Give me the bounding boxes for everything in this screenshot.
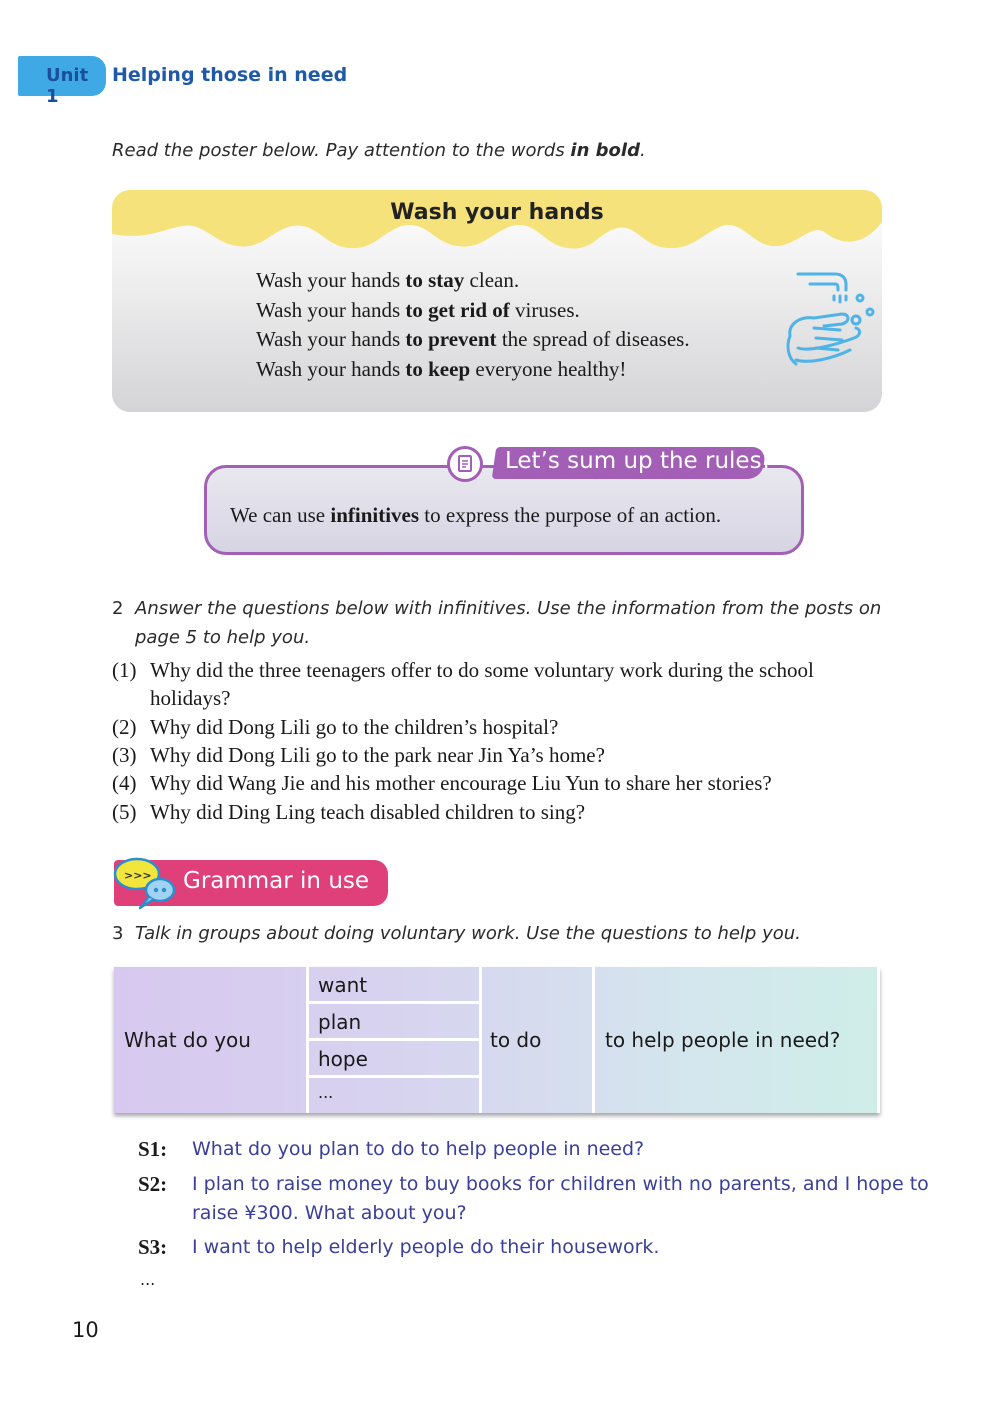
speaker-label: S3: — [138, 1235, 168, 1259]
question-text: Why did Wang Jie and his mother encourage Liu Yun to share her stories? — [150, 771, 772, 795]
table-cell-subject: What do you — [124, 1028, 251, 1052]
unit-label: Unit 1 — [46, 65, 89, 107]
wash-hands-poster — [112, 190, 882, 412]
question-text: Why did Dong Lili go to the park near Jin Ya’s home? — [150, 743, 605, 767]
svg-text:>>>: >>> — [124, 869, 152, 882]
intro-text: Read the poster below. Pay attention to the words — [112, 140, 571, 161]
question-num: (5) — [112, 800, 137, 824]
table-divider — [877, 967, 880, 1113]
poster-line: Wash your hands to prevent the spread of diseases. — [256, 327, 690, 351]
poster-line: Wash your hands to keep everyone healthy! — [256, 356, 627, 381]
intro-instruction — [112, 140, 646, 161]
table-cell-verb: want — [318, 973, 368, 997]
intro-end: . — [639, 140, 646, 161]
question-num: (1) — [112, 658, 137, 682]
poster-line: Wash your hands to stay clean. — [256, 268, 520, 292]
poster-title: Wash your hands — [390, 200, 604, 225]
page-number: 10 — [72, 1318, 99, 1342]
table-divider — [592, 967, 595, 1113]
exercise-3-number: 3 — [112, 923, 124, 944]
table-cell-verb: hope — [318, 1047, 368, 1071]
intro-bold: in bold — [570, 140, 640, 161]
speech-bubble-icon — [110, 852, 180, 914]
question-text: Why did Dong Lili go to the children’s hospital? — [150, 715, 559, 739]
question-num: (4) — [112, 771, 137, 795]
question-text: Why did Ding Ling teach disabled children to sing? — [150, 800, 586, 824]
dialogue-ellipsis: ... — [140, 1270, 156, 1289]
unit-tab — [18, 56, 106, 107]
table-cell-verb: ... — [318, 1083, 334, 1102]
speaker-label: S1: — [138, 1137, 168, 1161]
exercise-3-instruction: Talk in groups about doing voluntary work. Use the questions to help you. — [135, 923, 801, 944]
rules-text: We can use infinitives to express the purpose of an action. — [230, 503, 722, 527]
exercise-2-instruction-cont: page 5 to help you. — [135, 627, 311, 648]
question-num: (2) — [112, 715, 137, 739]
document-icon — [447, 446, 483, 482]
table-row-divider — [306, 1075, 479, 1078]
table-cell-purpose: to help people in need? — [605, 1028, 841, 1052]
table-divider — [479, 967, 482, 1113]
rules-tag: Let’s sum up the rules! — [505, 448, 771, 474]
question-text: Why did the three teenagers offer to do some voluntary work during the school — [150, 658, 814, 682]
exercise-2-number: 2 — [112, 598, 124, 619]
table-row-divider — [306, 1001, 479, 1004]
question-text-cont: holidays? — [150, 686, 231, 710]
table-cell-infinitive: to do — [490, 1028, 542, 1052]
table-row-divider — [306, 1038, 479, 1041]
grammar-title: Grammar in use — [183, 868, 370, 894]
unit-title: Helping those in need — [112, 64, 348, 86]
dialogue-line-cont: raise ¥300. What about you? — [192, 1202, 467, 1224]
exercise-2-instruction: Answer the questions below with infinitives. Use the information from the posts on — [135, 598, 882, 619]
substitution-table — [114, 967, 880, 1113]
poster-lines — [256, 266, 690, 384]
dialogue-line: I plan to raise money to buy books for children with no parents, and I hope to — [192, 1173, 929, 1195]
dialogue-line: What do you plan to do to help people in need? — [192, 1138, 645, 1160]
question-num: (3) — [112, 743, 137, 767]
hand-washing-icon — [780, 264, 880, 374]
poster-line: Wash your hands to get rid of viruses. — [256, 297, 580, 322]
dialogue-line: I want to help elderly people do their housework. — [192, 1236, 660, 1258]
speaker-label: S2: — [138, 1172, 168, 1196]
table-cell-verb: plan — [318, 1010, 362, 1034]
